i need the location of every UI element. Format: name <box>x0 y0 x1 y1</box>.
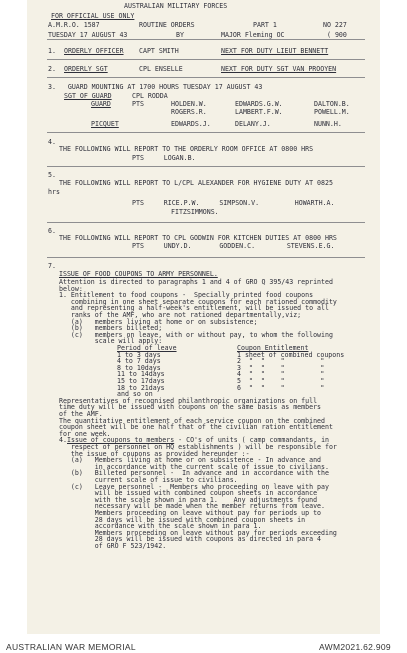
scale-row-entitlement: 2 " " " " <box>237 357 325 366</box>
s6-line: THE FOLLOWING WILL REPORT TO CPL GODWIN FOR KITCHEN DUTIES AT 0800 HRS <box>59 234 337 242</box>
divider-1 <box>47 59 365 60</box>
s5-names: PTS RICE.P.W. SIMPSON.V. HOWARTH.A. <box>132 199 335 207</box>
footer-id: AWM2021.62.909 <box>319 642 391 652</box>
body-line: The quantitative entitlement of each service coupon on the combined <box>59 416 325 425</box>
s4-num: 4. <box>48 138 56 146</box>
body-line: 28 days will be issued with combined coupon sheets in <box>59 515 306 524</box>
body-line: time duty will be issued with coupons on the same basis as members <box>59 403 322 412</box>
scale-row-period: 8 to 10days <box>117 363 161 372</box>
para4-num: 4. <box>59 436 67 445</box>
doc-title: AUSTRALIAN MILITARY FORCES <box>124 2 228 10</box>
divider-2 <box>47 77 365 78</box>
s6-names: PTS UNDY.D. GODDEN.C. STEVENS.E.G. <box>132 242 335 250</box>
s6-num: 6. <box>48 227 56 235</box>
guard-name: LAMBERT.F.W. <box>235 108 283 116</box>
body-line: (a) members living at home or on subsistence; <box>59 317 258 326</box>
body-line: with the scale shown in para 1. Any adjustments found <box>59 495 318 504</box>
body-line: in accordance with the current scale of issue to civilians. <box>59 462 329 471</box>
body-line: Representatives of recognised philanthropic organizations on full <box>59 396 318 405</box>
divider-6 <box>47 257 365 258</box>
s5-num: 5. <box>48 171 56 179</box>
body-line: of the AMF. <box>59 410 103 418</box>
header-underline <box>47 39 365 40</box>
divider-5 <box>47 222 365 223</box>
guard-name: EDWARDS.G.W. <box>235 100 283 108</box>
s5-names-2: FITZSIMMONS. <box>171 208 219 216</box>
routine-orders-label: ROUTINE ORDERS <box>139 21 195 29</box>
sgt-of-guard-label: SGT OF GUARD <box>64 92 112 100</box>
piquet-name: EDWARDS.J. <box>171 120 211 128</box>
guard-name: POWELL.M. <box>314 108 350 116</box>
by-label: BY <box>176 31 184 39</box>
scale-row-entitlement: 5 " " " " <box>237 377 325 385</box>
guard-pts: PTS <box>132 100 144 108</box>
guard-name: HOLDEN.W. <box>171 100 207 108</box>
s5-hrs: hrs <box>48 188 60 196</box>
scale-header-period: Period of leave <box>117 344 177 352</box>
unit-code: A.M.R.O. 1587 <box>48 21 100 29</box>
s2-num: 2. <box>48 65 56 73</box>
time-value: ( 900 <box>327 31 347 39</box>
orderly-officer-name: CAPT SMITH <box>139 47 179 55</box>
sgt-of-guard-name: CPL RODDA <box>132 92 168 100</box>
s4-line: THE FOLLOWING WILL REPORT TO THE ORDERLY ROOM OFFICE AT 0800 HRS <box>59 145 314 153</box>
body-line: 28 days will be issued with coupons as directed in para 4 <box>59 535 322 544</box>
official-use-label: FOR OFFICIAL USE ONLY <box>51 12 135 20</box>
body-line: will be issued with combined coupon sheets in accordance <box>59 489 318 498</box>
body-line: necessary will be made when the member returns from leave. <box>59 502 325 511</box>
body-line: current scale of issue to civilians. <box>59 476 238 484</box>
major-signature-line: MAJOR Fleming OC <box>221 31 285 39</box>
body-line: of GRO F 523/1942. <box>59 542 167 550</box>
body-line: (b) Billeted personnel - In advance and in accordance with the <box>59 469 329 478</box>
scale-row-entitlement: 1 sheet of combined coupons <box>237 350 345 359</box>
divider-4 <box>47 166 365 167</box>
orderly-sgt-label: ORDERLY SGT <box>64 65 108 73</box>
part-label: PART 1 <box>253 21 277 29</box>
order-date: TUESDAY 17 AUGUST 43 <box>48 31 128 39</box>
orderly-officer-label: ORDERLY OFFICER <box>64 47 124 55</box>
body-line: combining in one sheet separate coupons for each rationed commodity <box>59 297 337 306</box>
body-line: Members proceeding on leave without pay for periods exceeding <box>59 528 337 537</box>
orderly-sgt-name: CPL ENSELLE <box>139 65 183 73</box>
body-line: Attention is directed to paragraphs 1 and 4 of GRO Q 395/43 reprinted <box>59 278 333 286</box>
body-line: (c) members on leave, with or without pay, to whom the following <box>59 330 333 339</box>
body-line: ranks of the AMF, who are not rationed departmentally,viz; <box>59 311 302 319</box>
s7-heading: ISSUE OF FOOD COUPONS TO ARMY PERSONNEL. <box>59 270 218 278</box>
scale-row-entitlement: 6 " " " " <box>237 383 325 392</box>
guard-name: ROGERS.R. <box>171 108 207 116</box>
scale-row-entitlement: 4 " " " " <box>237 370 325 379</box>
body-line: (a) Members living at home or on subsistence - In advance and <box>59 456 322 465</box>
body-line: accordance with the scale shown in para 1. <box>59 522 262 531</box>
body-line: the issue of coupons as provided hereunder :- <box>59 449 250 458</box>
s4-names: PTS LOGAN.B. <box>132 154 196 162</box>
orderly-sgt-next: NEXT FOR DUTY SGT VAN PROOYEN <box>221 65 337 73</box>
s5-line: THE FOLLOWING WILL REPORT TO L/CPL ALEXANDER FOR HYGIENE DUTY AT 0825 <box>59 179 333 187</box>
body-line: for one week. <box>59 429 111 438</box>
document-page <box>27 0 380 634</box>
s1-num: 1. <box>48 47 56 55</box>
guard-mounting-line: 3. GUARD MOUNTING AT 1700 HOURS TUESDAY 17 AUGUST 43 <box>48 83 263 91</box>
body-line: below: <box>59 284 83 293</box>
scale-row-period: 1 to 3 days <box>117 350 161 359</box>
piquet-label: PICQUET <box>91 120 119 128</box>
piquet-name: DELANY.J. <box>235 120 271 128</box>
body-line: (b) members billeted; <box>59 324 163 333</box>
body-line: (c) Leave personnel - Members who proceeding on leave with pay <box>59 482 329 491</box>
scale-row-period: 18 to 21days <box>117 383 165 392</box>
body-line: and representing a half-week's entitlement, will be issued to all <box>59 304 329 313</box>
guard-name: DALTON.B. <box>314 100 350 108</box>
piquet-name: NUNN.H. <box>314 120 342 128</box>
body-line: coupon sheet will be one half that of the civilian ration entitlement <box>59 423 333 432</box>
orderly-officer-next: NEXT FOR DUTY LIEUT BENNETT <box>221 47 329 55</box>
footer-credit: AUSTRALIAN WAR MEMORIAL <box>6 642 136 652</box>
divider-3 <box>47 132 365 133</box>
body-line: Members proceeding on leave without pay for periods up to <box>59 509 322 517</box>
para4-heading: Issue of coupons to members <box>67 436 175 445</box>
guard-label: GUARD <box>91 100 111 108</box>
scale-row-period: 15 to 17days <box>117 377 165 385</box>
body-line: 1. Entitlement to food coupons - Specially printed food coupons <box>59 291 314 300</box>
scale-row-period: 4 to 7 days <box>117 357 161 366</box>
order-number: NO 227 <box>323 21 347 29</box>
s7-num: 7. <box>48 262 56 270</box>
body-line: respect of personnel on HQ establishments ) will be responsible for <box>59 443 337 451</box>
scale-row-entitlement: 3 " " " " <box>237 363 325 372</box>
para4-line: - CO's of units ( camp commandants, in <box>174 436 330 445</box>
body-line: scale will apply: <box>59 337 163 346</box>
scale-header-entitlement: Coupon Entitlement <box>237 344 309 352</box>
scale-row-period: and so on <box>117 390 153 399</box>
scale-row-period: 11 to 14days <box>117 370 165 379</box>
